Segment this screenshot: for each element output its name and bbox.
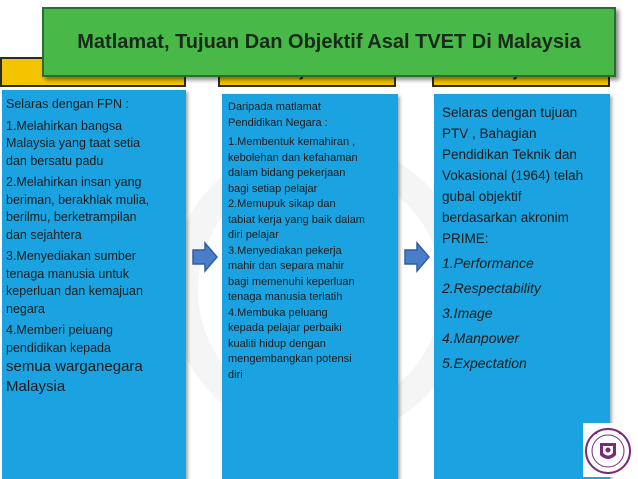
objektif-line: berdasarkan akronim [442, 210, 569, 225]
slide-title: Matlamat, Tujuan Dan Objektif Asal TVET Di Malaysia [77, 30, 581, 53]
tujuan-line: 3.Menyediakan pekerja [228, 244, 342, 257]
tujuan-line: tabiat kerja yang baik dalam [228, 213, 365, 226]
tujuan-line: diri [228, 368, 243, 381]
matlamat-line: Malaysia [6, 378, 66, 395]
objektif-line: PTV , Bahagian [442, 126, 537, 141]
matlamat-column [2, 90, 186, 479]
prime-item: 1.Performance [442, 255, 534, 271]
tujuan-line: dalam bidang pekerjaan [228, 167, 346, 179]
tujuan-line: 4.Membuka peluang [228, 306, 328, 319]
tujuan-line: mengembangkan potensi [228, 353, 352, 365]
matlamat-line: 1.Melahirkan bangsa [6, 118, 123, 133]
matlamat-line: semua warganegara [6, 358, 143, 375]
objektif-line: Vokasional (1964) telah [442, 168, 584, 183]
tujuan-line: kepada pelajar perbaiki [228, 322, 342, 334]
matlamat-line: negara [6, 301, 45, 316]
tujuan-line: diri pelajar [228, 229, 279, 241]
tujuan-line: bagi memenuhi keperluan [228, 275, 355, 288]
tujuan-line: kebolehan dan kefahaman [228, 151, 358, 164]
prime-item: 5.Expectation [442, 355, 527, 371]
university-logo-icon [583, 423, 633, 477]
matlamat-line: pendidikan kepada [6, 340, 111, 355]
matlamat-line: dan bersatu padu [6, 153, 104, 168]
tujuan-line: tenaga manusia terlatih [228, 291, 343, 303]
matlamat-line: beriman, berakhlak mulia, [6, 192, 150, 207]
arrow-right-icon [404, 241, 430, 273]
objektif-line: gubal objektif [442, 189, 522, 204]
objektif-column [434, 94, 610, 479]
matlamat-line: tenaga manusia untuk [6, 266, 130, 281]
matlamat-line: 4.Memberi peluang [6, 323, 114, 337]
matlamat-line: berilmu, berketrampilan [6, 210, 137, 224]
objektif-line: Selaras dengan tujuan [442, 105, 578, 120]
tujuan-line: mahir dan separa mahir [228, 260, 345, 272]
objektif-line: PRIME: [442, 231, 489, 246]
arrow-right-icon [192, 241, 218, 273]
tujuan-line: 1.Membentuk kemahiran , [228, 136, 356, 148]
objektif-line: Pendidikan Teknik dan [442, 147, 577, 162]
matlamat-line: keperluan dan kemajuan [6, 284, 143, 298]
prime-item: 2.Respectability [442, 280, 541, 296]
tujuan-line: kualiti hidup dengan [228, 337, 326, 350]
matlamat-line: dan sejahtera [6, 227, 82, 242]
tujuan-line: Pendidikan Negara : [228, 116, 328, 129]
prime-item: 3.Image [442, 305, 493, 321]
prime-item: 4.Manpower [442, 330, 520, 346]
matlamat-line: 3.Menyediakan sumber [6, 249, 136, 263]
matlamat-line: Malaysia yang taat setia [6, 136, 141, 150]
tujuan-column [222, 94, 398, 479]
slide-title-box [42, 7, 616, 77]
tujuan-line: bagi setiap pelajar [228, 182, 318, 195]
matlamat-line: Selaras dengan FPN : [6, 97, 129, 111]
tujuan-line: Daripada matlamat [228, 101, 321, 113]
tujuan-line: 2.Memupuk sikap dan [228, 198, 336, 210]
matlamat-line: 2.Melahirkan insan yang [6, 175, 142, 189]
